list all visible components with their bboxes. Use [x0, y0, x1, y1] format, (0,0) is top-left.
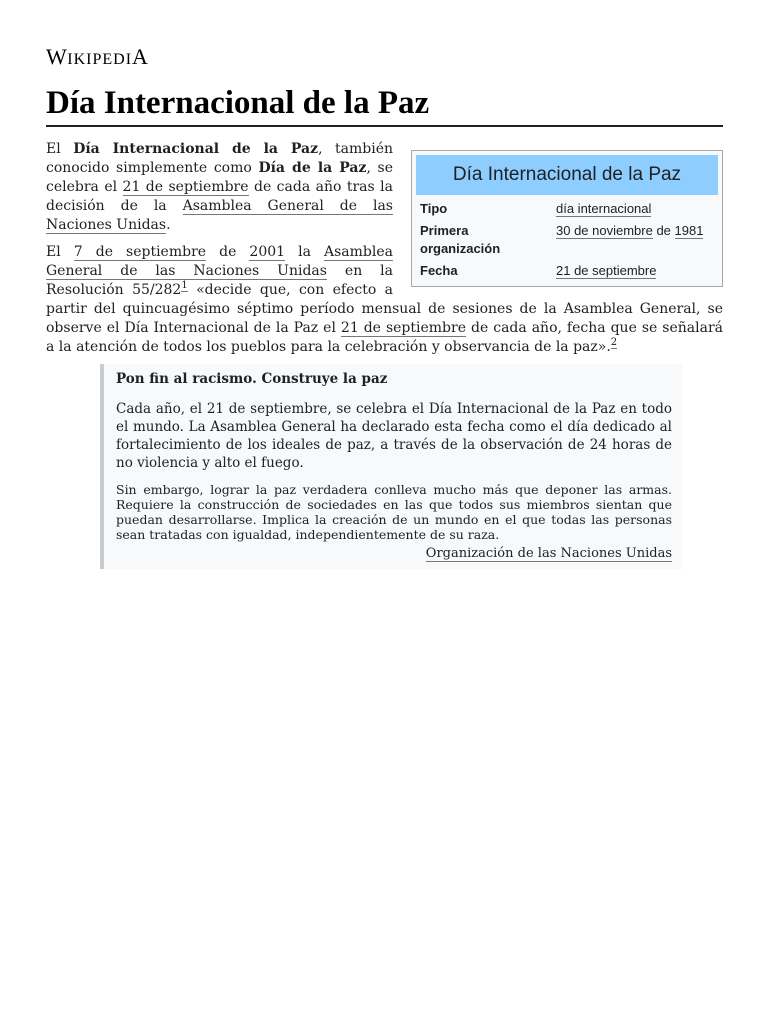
quote-paragraph-2: Sin embargo, lograr la paz verdadera conlleva mucho más que deponer las armas. Requiere la construcción de sociedades en las que todos sus miembros sientan que puedan desarrollarse. Implica la creación de un mundo en el que todas las personas sean tratadas con igualdad, independientemente de su raza. [116, 482, 672, 542]
infobox-link[interactable]: día internacional [556, 201, 652, 216]
text: de cada año, fecha que se señalará a la atención de todos los pueblos para la celebración y observancia de la paz». [46, 320, 724, 355]
wikipedia-wordmark[interactable] [46, 44, 148, 70]
infobox-label: Fecha [420, 263, 458, 278]
link-21-septiembre[interactable]: 21 de septiembre [340, 320, 466, 336]
quote-heading: Pon fin al racismo. Construye la paz [116, 371, 388, 387]
infobox-table [416, 198, 718, 282]
quote-source [116, 545, 672, 563]
infobox-title: Día Internacional de la Paz [416, 155, 718, 195]
infobox-value [552, 198, 718, 220]
infobox-text: de [652, 223, 675, 238]
text: El [46, 244, 74, 260]
text: . [166, 217, 171, 233]
infobox-link[interactable]: 1981 [674, 223, 704, 238]
text: de [206, 244, 250, 260]
article-body [46, 140, 723, 365]
link-asamblea-general[interactable]: Asamblea General de las Naciones Unidas [46, 198, 393, 233]
reference-2[interactable]: 2 [610, 337, 618, 349]
wordmark-final: A [132, 44, 149, 69]
link-7-septiembre[interactable]: 7 de septiembre [73, 244, 207, 260]
link-21-septiembre[interactable]: 21 de septiembre [122, 179, 249, 195]
text: «decide que, con efecto a partir del quincuagésimo séptimo período mensual de sesiones de la Asamblea General, se observe el Día Internacional de la Paz el [46, 282, 723, 336]
text: la [285, 244, 324, 260]
link-2001[interactable]: 2001 [249, 244, 286, 260]
infobox-row-primera [416, 220, 718, 260]
infobox-value [552, 220, 718, 260]
text: , se celebra el [46, 160, 393, 195]
wordmark-initial: W [46, 44, 68, 69]
infobox-row-fecha [416, 260, 718, 282]
title-divider [46, 125, 723, 127]
bold-term: Día de la Paz [258, 160, 367, 176]
quote-box [100, 364, 682, 569]
text: El [46, 141, 74, 157]
quote-source-link[interactable]: Organización de las Naciones Unidas [425, 546, 672, 561]
infobox-value [552, 260, 718, 282]
infobox-link[interactable]: 30 de noviembre [556, 223, 653, 238]
infobox-link[interactable]: 21 de septiembre [556, 263, 657, 278]
text: en la Resolución 55/282 [46, 263, 393, 298]
infobox-label: Tipo [420, 201, 448, 216]
infobox-label: Primera organización [420, 223, 501, 256]
page-title: Día Internacional de la Paz [46, 85, 430, 121]
bold-term: Día Internacional de la Paz [73, 141, 319, 157]
link-asamblea-general[interactable]: Asamblea General de las Naciones Unidas [46, 244, 393, 279]
quote-paragraph-1: Cada año, el 21 de septiembre, se celebra el Día Internacional de la Paz en todo el mundo. La Asamblea General ha declarado esta fecha como el día dedicado al fortalecimiento de los ideales de paz, a través de la observación de 24 horas de no violencia y alto el fuego. [116, 401, 672, 471]
text: , también conocido simplemente como [46, 141, 393, 176]
infobox-row-tipo [416, 198, 718, 220]
wordmark-smallcaps: IKIPEDI [67, 51, 133, 68]
reference-1[interactable]: 1 [181, 280, 188, 292]
text: de cada año tras la decisión de la [46, 179, 393, 214]
infobox [411, 150, 723, 287]
